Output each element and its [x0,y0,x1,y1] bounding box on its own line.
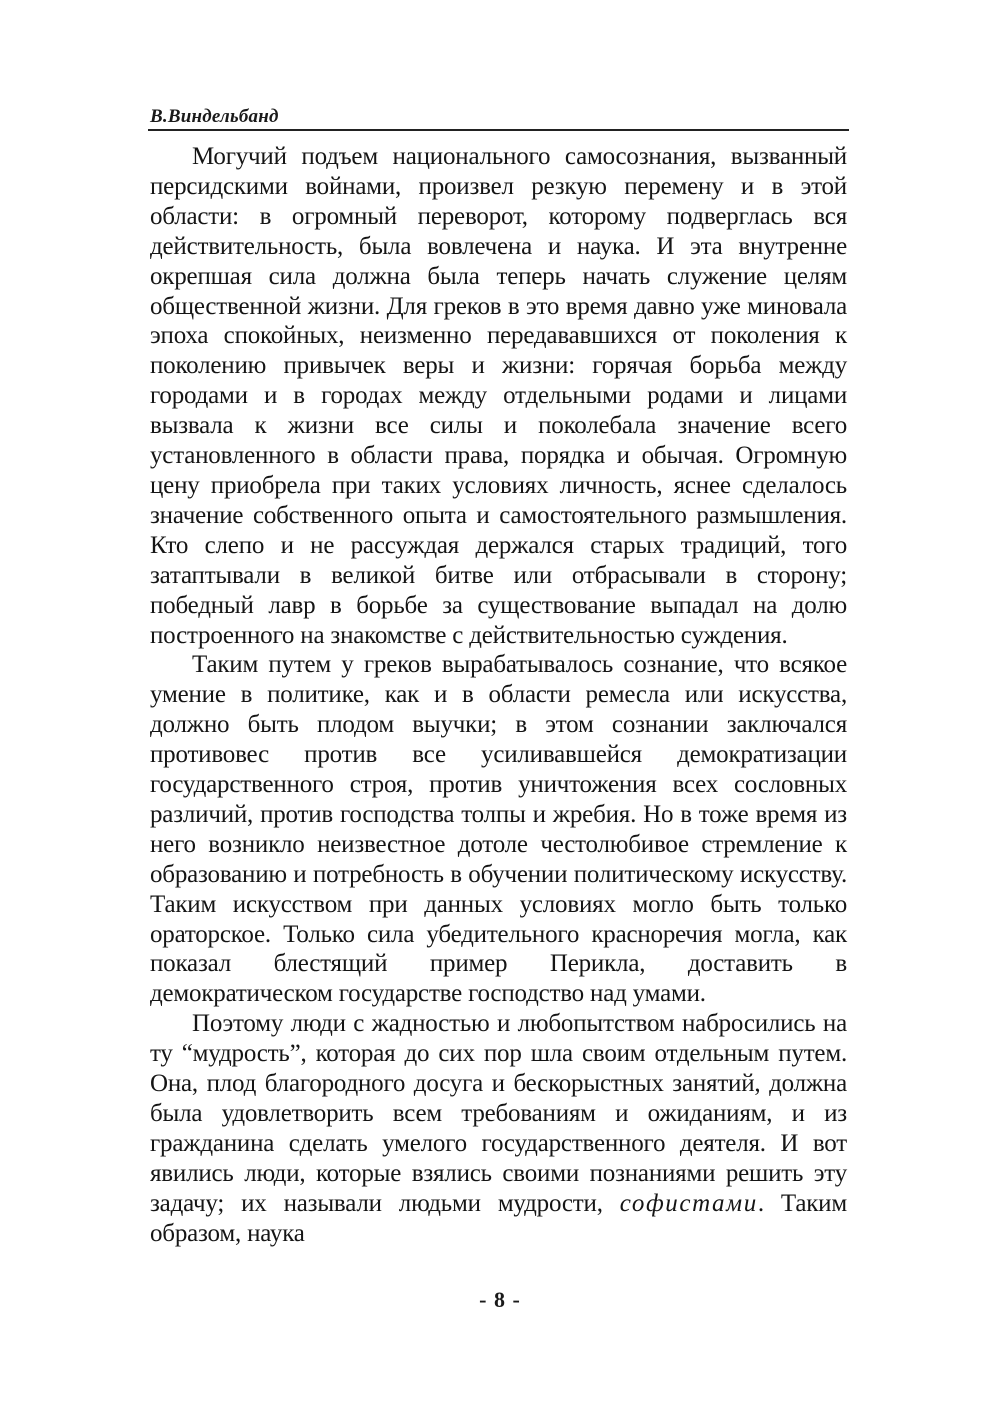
body-text [150,142,847,1249]
running-head-author: В.Виндельбанд [150,106,279,127]
paragraph-3 [150,1009,847,1248]
paragraph-3-text-after: . Таким образом, наука [150,1189,847,1247]
emphasis-sophists: софистами [619,1189,758,1217]
page-number: - 8 - [479,1287,521,1312]
paragraph-1: Могучий подъем национального самосознания, вызванный персидскими войнами, произвел резкую перемену и в этой области: в огромный переворот, которому подверглась вся действительность, была вовлечена и наука. И эта внутренне окрепшая сила должна была теперь начать служение целям общественной жизни. Для греков в это время давно уже миновала эпоха спокойных, неизменно передававшихся от поколения к поколению привычек веры и жизни: горячая борьба между городами и в городах между отдельными родами и лицами вызвала к жизни все силы и поколебала значение всего установленного в области права, порядка и обычая. Огромную цену приобрела при таких условиях личность, яснее сделалось значение собственного опыта и самостоятельного размышления. Кто слепо и не рассуждая держался старых традиций, того затаптывали в великой битве или отбрасывали в сторону; победный лавр в борьбе за существование выпадал на долю построенного на знакомстве с действительностью суждения. [150,143,847,649]
header-rule [148,129,849,131]
paragraph-2: Таким путем у греков вырабатывалось сознание, что всякое умение в политике, как и в области ремесла или искусства, должно быть плодом выучки; в этом сознании заключался противовес против все усиливавшейся демократизации государственного строя, против уничтожения всех сословных различий, против господства толпы и жребия. Но в тоже время из него возникло неизвестное дотоле честолюбивое стремление к образованию и потребность в обучении политическому искусству. Таким искусством при данных условиях могло быть только ораторское. Только сила убедительного красноречия могла, как показал блестящий пример Перикла, доставить в демократическом государстве господство над умами. [150,651,847,1008]
paragraph-3-text-before: Поэтому люди с жадностью и любопытством набросились на ту “мудрость”, которая до сих пор шла своим отдельным путем. Она, плод благородного досуга и бескорыстных занятий, должна была удовлетворить всем требованиям и ожиданиям, и из гражданина сделать умелого государственного деятеля. И вот явились люди, которые взялись своими познаниями решить эту задачу; их называли людьми мудрости, [150,1010,847,1217]
